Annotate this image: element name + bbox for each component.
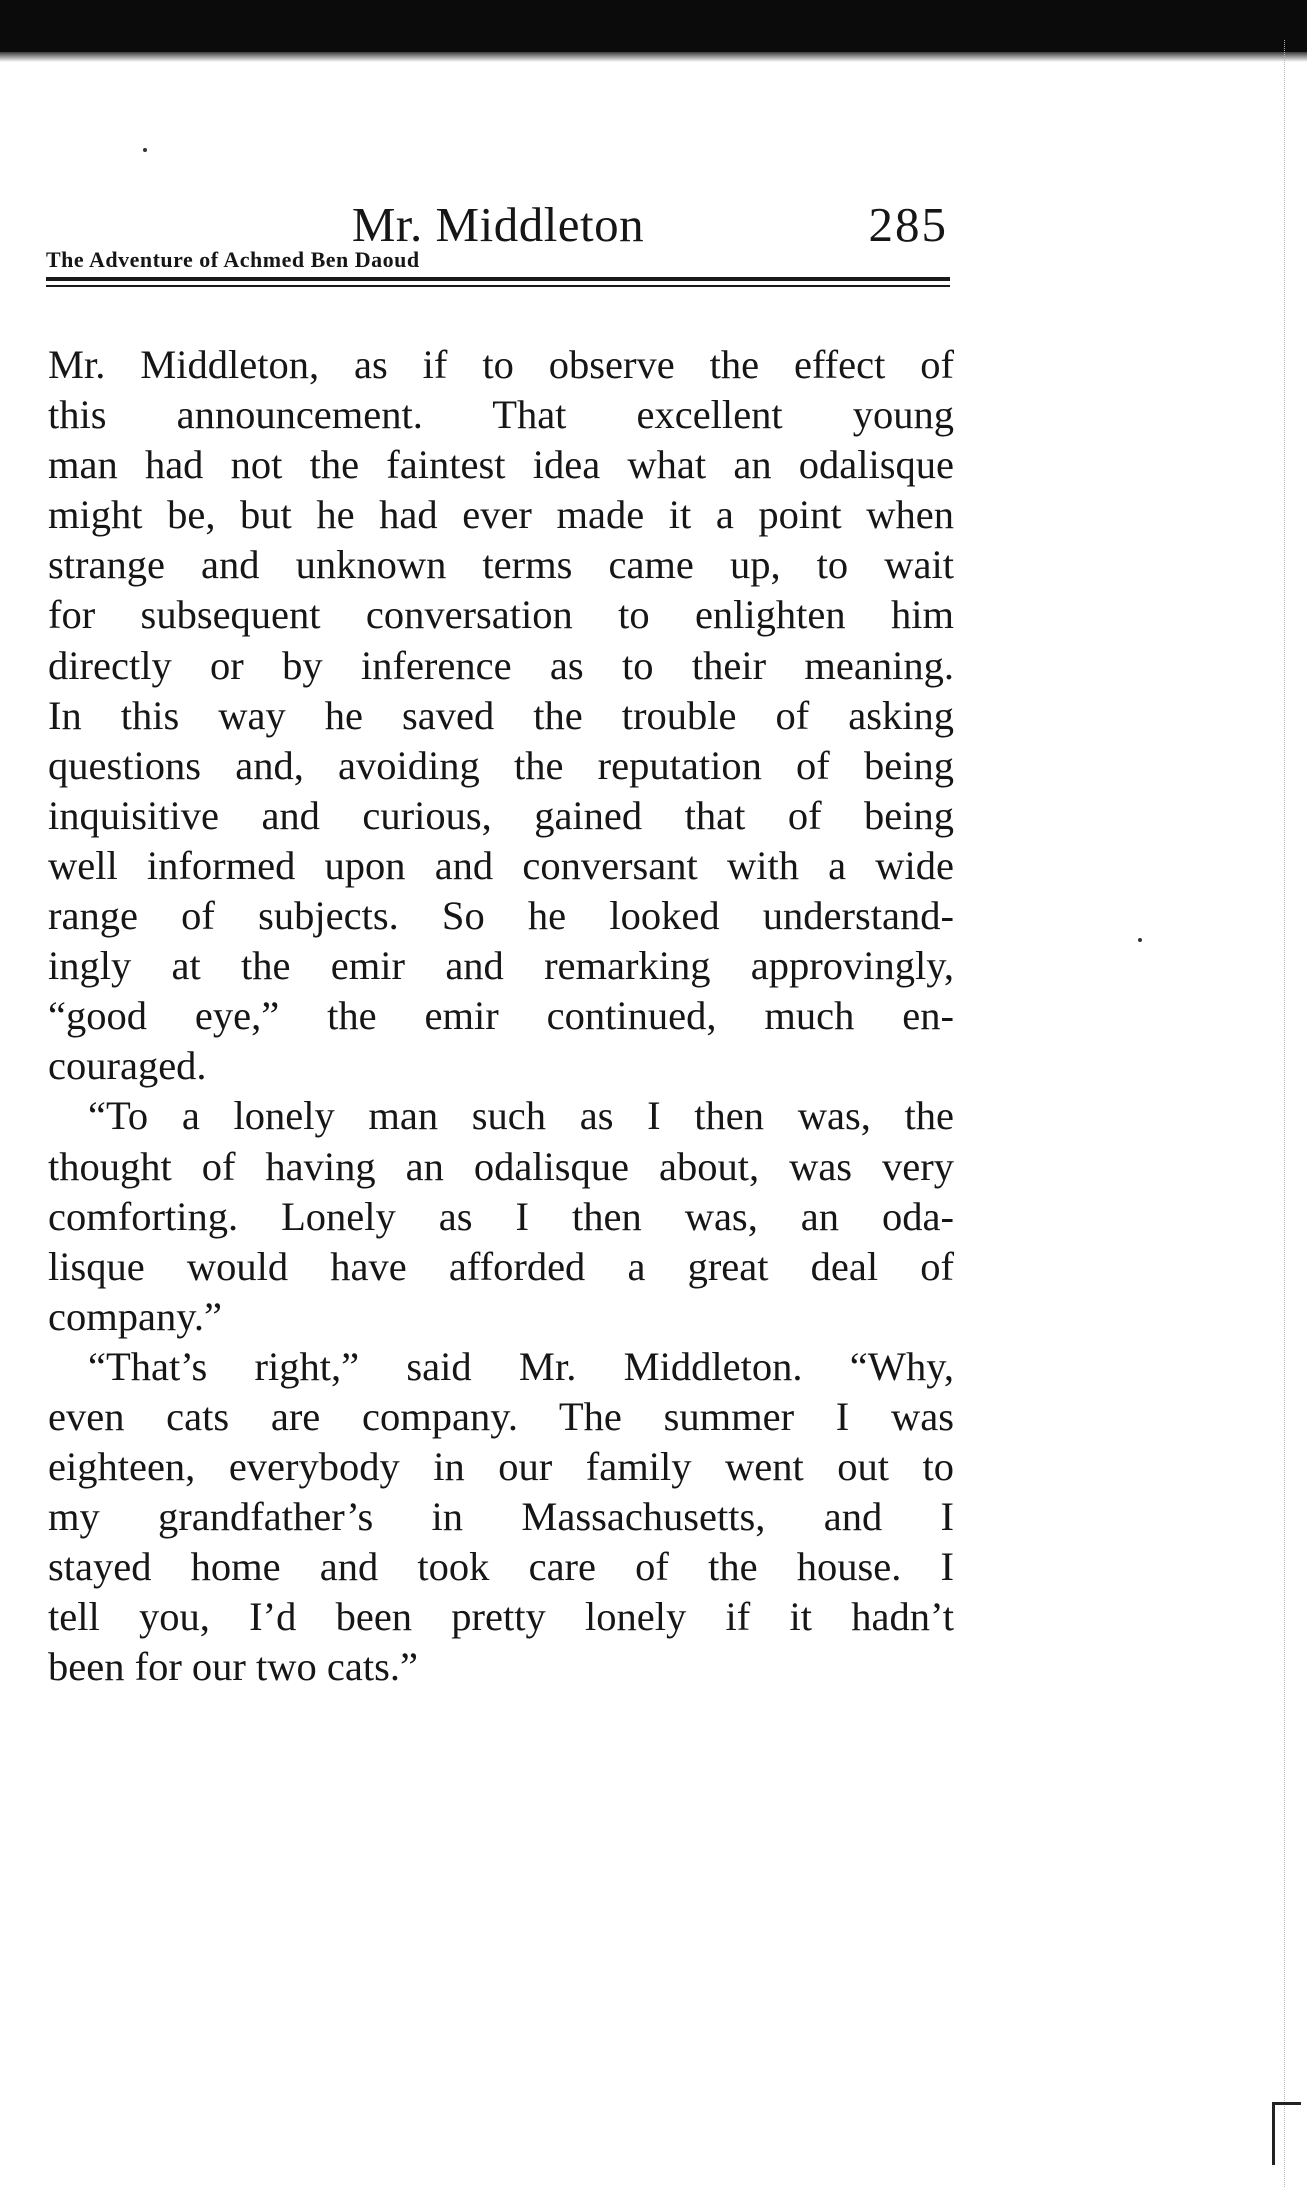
page-header <box>46 195 950 315</box>
text-line: well informed upon and conversant with a wide <box>48 842 954 888</box>
text-line: might be, but he had ever made it a point when <box>48 492 954 538</box>
header-rule-thin <box>46 285 950 287</box>
text-line: tell you, I’d been pretty lonely if it hadn’t <box>48 1594 954 1640</box>
text-line: stayed home and took care of the house. I <box>48 1544 954 1590</box>
text-line: inquisitive and curious, gained that of being <box>48 792 954 838</box>
text-line: “To a lonely man such as I then was, the <box>88 1093 954 1139</box>
text-line: been for our two cats.” <box>48 1644 418 1690</box>
page-number: 285 <box>868 197 948 252</box>
text-line: my grandfather’s in Massachusetts, and I <box>48 1494 954 1540</box>
text-line: comforting. Lonely as I then was, an oda- <box>48 1193 954 1239</box>
text-line: couraged. <box>48 1043 207 1089</box>
scan-top-shadow <box>0 52 1307 62</box>
text-line: directly or by inference as to their meaning. <box>48 642 954 688</box>
body-text <box>48 340 954 1693</box>
text-line: Mr. Middleton, as if to observe the effect of <box>48 342 954 387</box>
text-line: “good eye,” the emir continued, much en- <box>48 993 954 1039</box>
scan-top-edge <box>0 0 1307 52</box>
running-title: Mr. Middleton <box>351 197 645 252</box>
text-line: even cats are company. The summer I was <box>48 1393 954 1439</box>
scan-right-edge <box>1284 40 1307 2187</box>
text-line: lisque would have afforded a great deal of <box>48 1243 954 1289</box>
scan-speck <box>1138 938 1142 942</box>
text-line: “That’s right,” said Mr. Middleton. “Why, <box>88 1343 954 1389</box>
scan-corner-mark <box>1272 2102 1301 2165</box>
text-line: this announcement. That excellent young <box>48 392 954 438</box>
text-line: for subsequent conversation to enlighten him <box>48 592 954 638</box>
text-line: strange and unknown terms came up, to wait <box>48 542 954 588</box>
header-rule-thick <box>46 277 950 281</box>
scan-speck <box>143 148 147 152</box>
text-line: man had not the faintest idea what an odalisque <box>48 442 954 488</box>
text-line: company.” <box>48 1293 222 1339</box>
text-line: eighteen, everybody in our family went out to <box>48 1444 954 1490</box>
text-line: range of subjects. So he looked understand- <box>48 893 954 939</box>
text-line: In this way he saved the trouble of asking <box>48 692 954 738</box>
chapter-subtitle: The Adventure of Achmed Ben Daoud <box>46 247 420 272</box>
text-line: questions and, avoiding the reputation of being <box>48 742 954 788</box>
text-line: thought of having an odalisque about, was very <box>48 1143 954 1189</box>
text-line: ingly at the emir and remarking approvingly, <box>48 943 954 989</box>
